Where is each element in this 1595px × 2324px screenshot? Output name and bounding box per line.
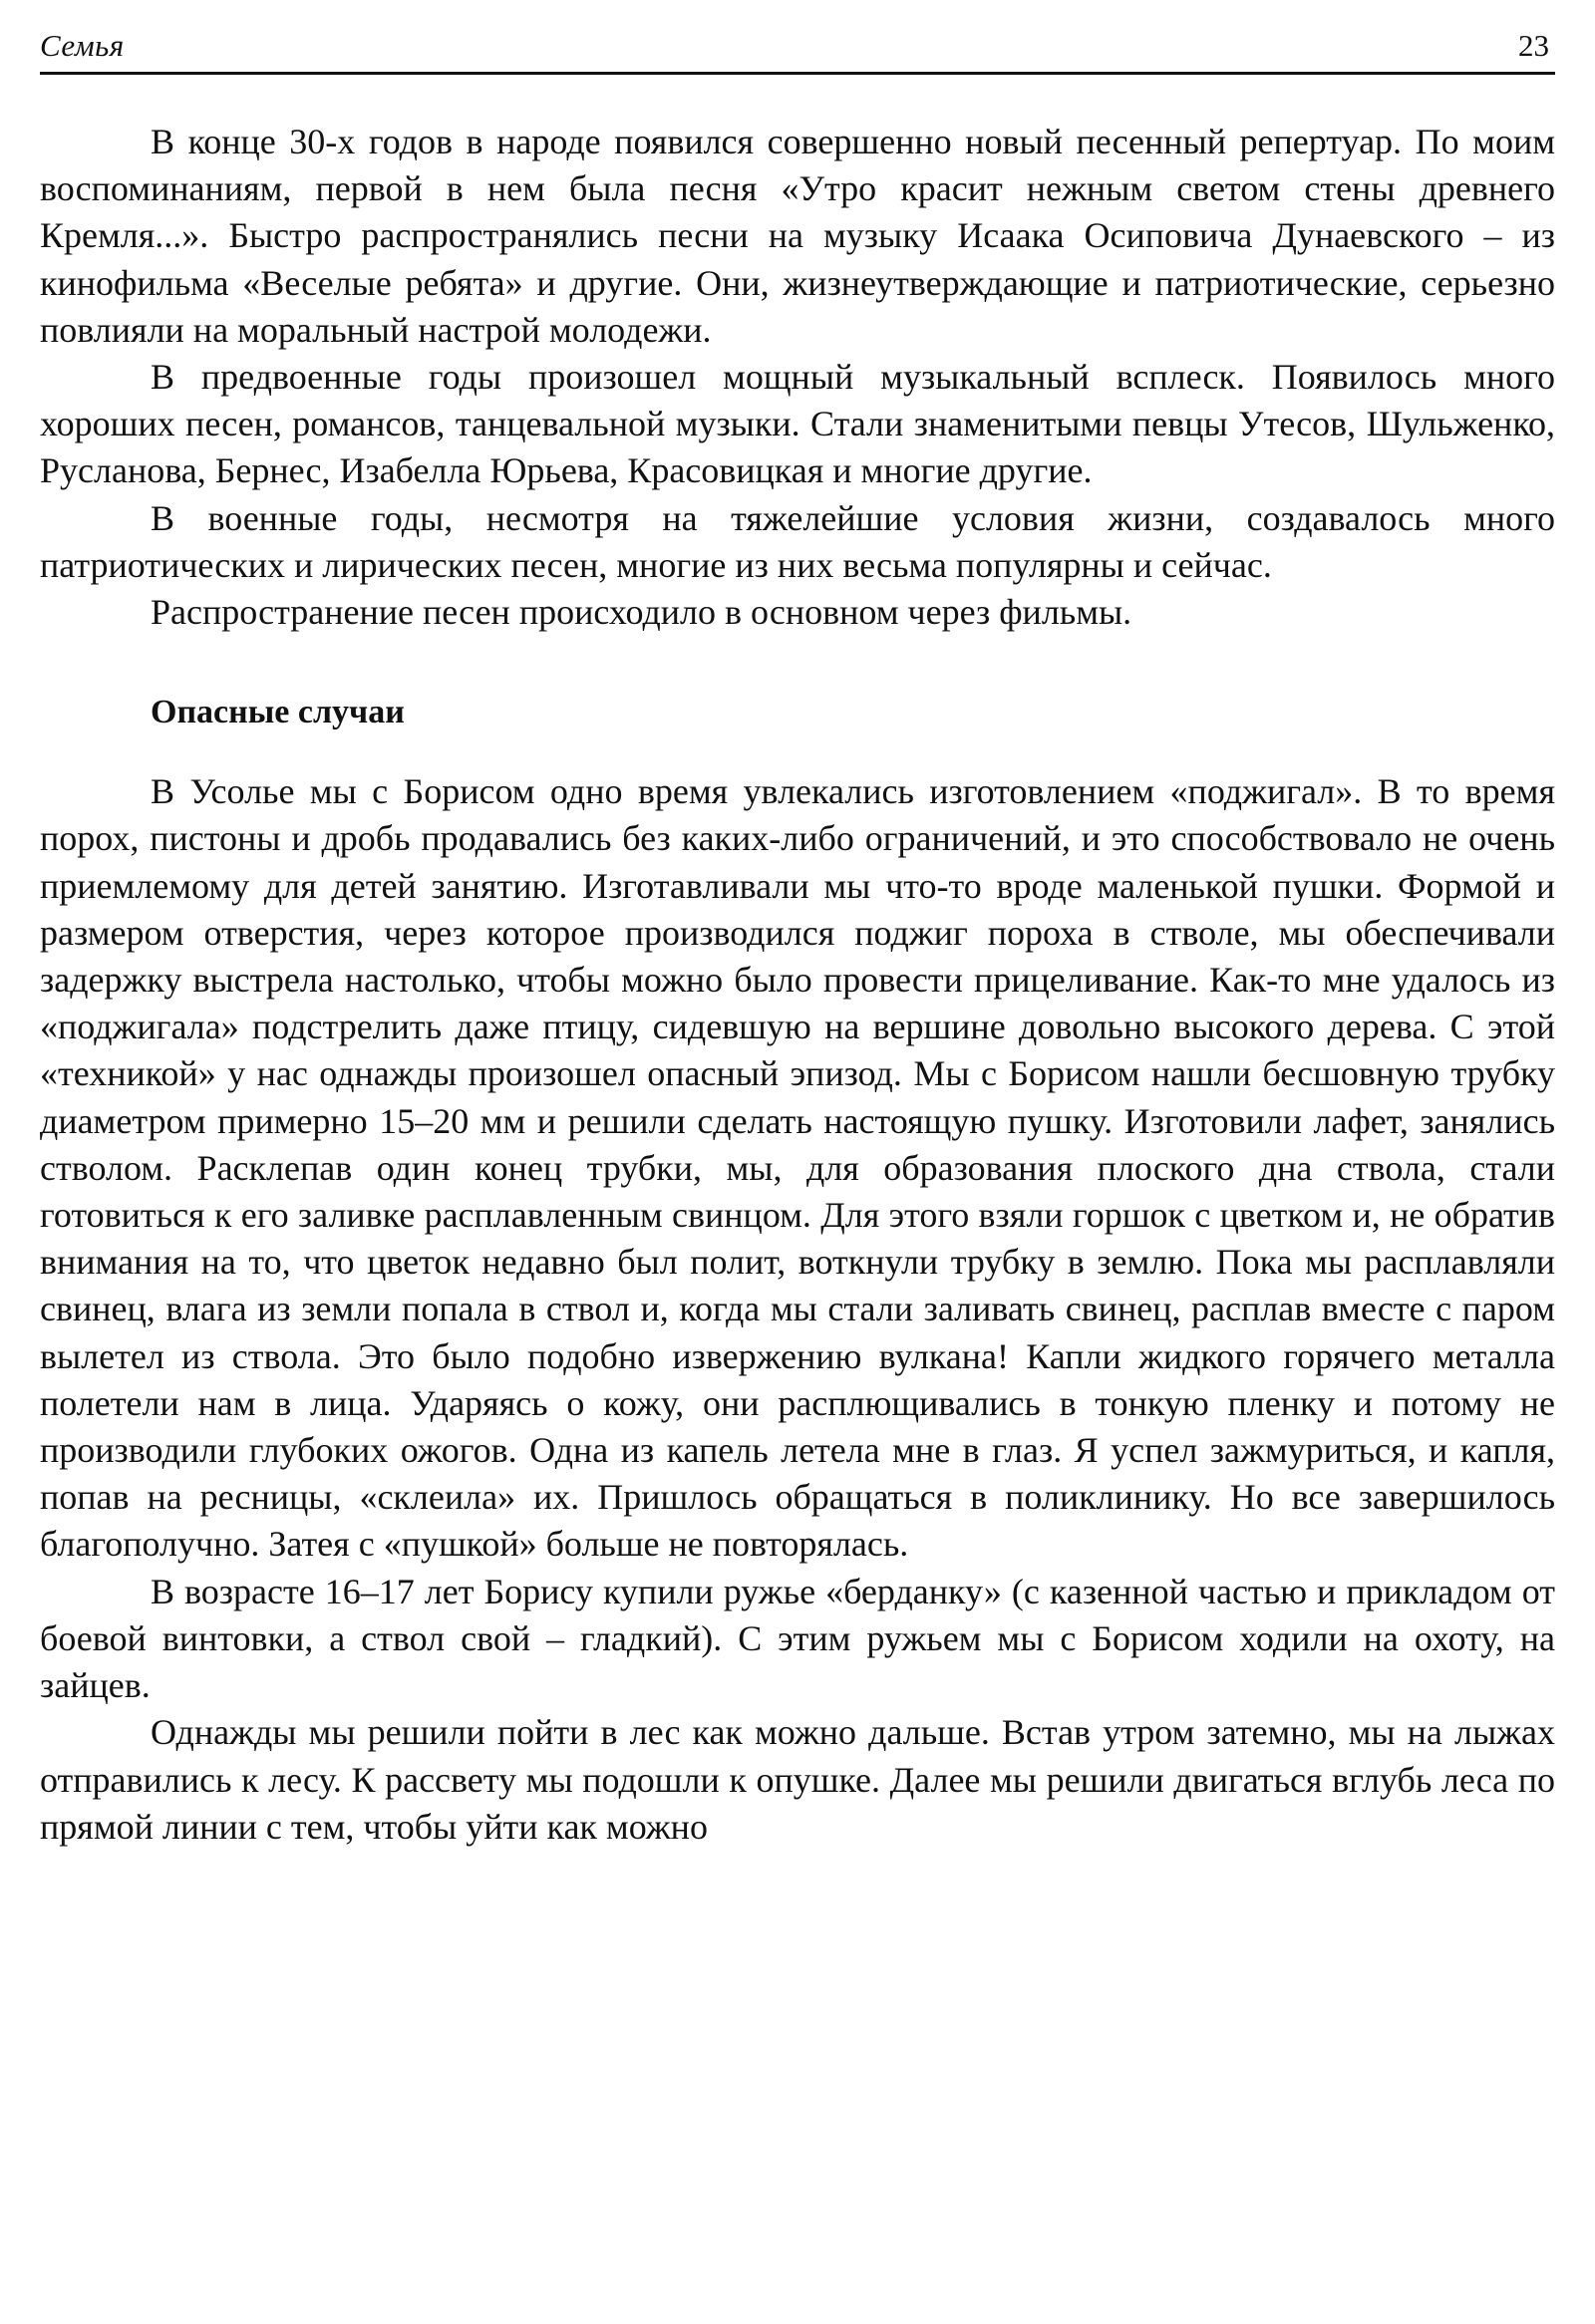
- running-title: Семья: [40, 28, 125, 63]
- paragraph: В Усолье мы с Борисом одно время увлекались изготовлением «поджигал». В то время порох, пистоны и дробь продавались без каких-либо ограничений, и это способствовало не очень приемлемому для детей занятию. Изготавливали мы что-то вроде маленькой пушки. Формой и размером отверстия, через которое производился поджиг пороха в стволе, мы обеспечивали задержку выстрела настолько, чтобы можно было провести прицеливание. Как-то мне удалось из «поджигала» подстрелить даже птицу, сидевшую на вершине довольно высокого дерева. С этой «техникой» у нас однажды произошел опасный эпизод. Мы с Борисом нашли бесшовную трубку диаметром примерно 15–20 мм и решили сделать настоящую пушку. Изготовили лафет, занялись стволом. Расклепав один конец трубки, мы, для образования плоского дна ствола, стали готовиться к его заливке расплавленным свинцом. Для этого взяли горшок с цветком и, не обратив внимания на то, что цветок недавно был полит, воткнули трубку в землю. Пока мы расплавляли свинец, влага из земли попала в ствол и, когда мы стали заливать свинец, расплав вместе с паром вылетел из ствола. Это было подобно извержению вулкана! Капли жидкого горячего металла полетели нам в лица. Ударяясь о кожу, они расплющивались в тонкую пленку и потому не производили глубоких ожогов. Одна из капель летела мне в глаз. Я успел зажмуриться, и капля, попав на ресницы, «склеила» их. Пришлось обращаться в поликлинику. Но все завершилось благополучно. Затея с «пушкой» больше не повторялась.: [40, 771, 1555, 1565]
- section-heading: Опасные случаи: [151, 694, 405, 731]
- running-header: [40, 22, 1555, 75]
- book-page: [40, 22, 1555, 1851]
- paragraph: Однажды мы решили пойти в лес как можно дальше. Встав утром затемно, мы на лыжах отправились к лесу. К рассвету мы подошли к опушке. Далее мы решили двигаться вглубь леса по прямой линии с тем, чтобы уйти как можно: [40, 1712, 1555, 1847]
- paragraph: Распространение песен происходило в основном через фильмы.: [151, 592, 1132, 633]
- paragraph: В предвоенные годы произошел мощный музыкальный всплеск. Появилось много хороших песен, романсов, танцевальной музыки. Стали знаменитыми певцы Утесов, Шульженко, Русланова, Бернес, Изабелла Юрьева, Красовицкая и многие другие.: [40, 357, 1555, 491]
- page-number: 23: [1518, 28, 1549, 63]
- paragraph: В возрасте 16–17 лет Борису купили ружье «берданку» (с казенной частью и прикладом от боевой винтовки, а ствол свой – гладкий). С этим ружьем мы с Борисом ходили на охоту, на зайцев.: [40, 1571, 1555, 1706]
- paragraph: В военные годы, несмотря на тяжелейшие условия жизни, создавалось много патриотических и лирических песен, многие из них весьма популярны и сейчас.: [40, 497, 1555, 585]
- paragraph: В конце 30-х годов в народе появился совершенно новый песенный репертуар. По моим воспоминаниям, первой в нем была песня «Утро красит нежным светом стены древнего Кремля...». Быстро распространялись песни на музыку Исаака Осиповича Дунаевского – из кинофильма «Веселые ребята» и другие. Они, жизнеутверждающие и патриотические, серьезно повлияли на моральный настрой молодежи.: [40, 122, 1555, 350]
- page-body: [40, 119, 1555, 1851]
